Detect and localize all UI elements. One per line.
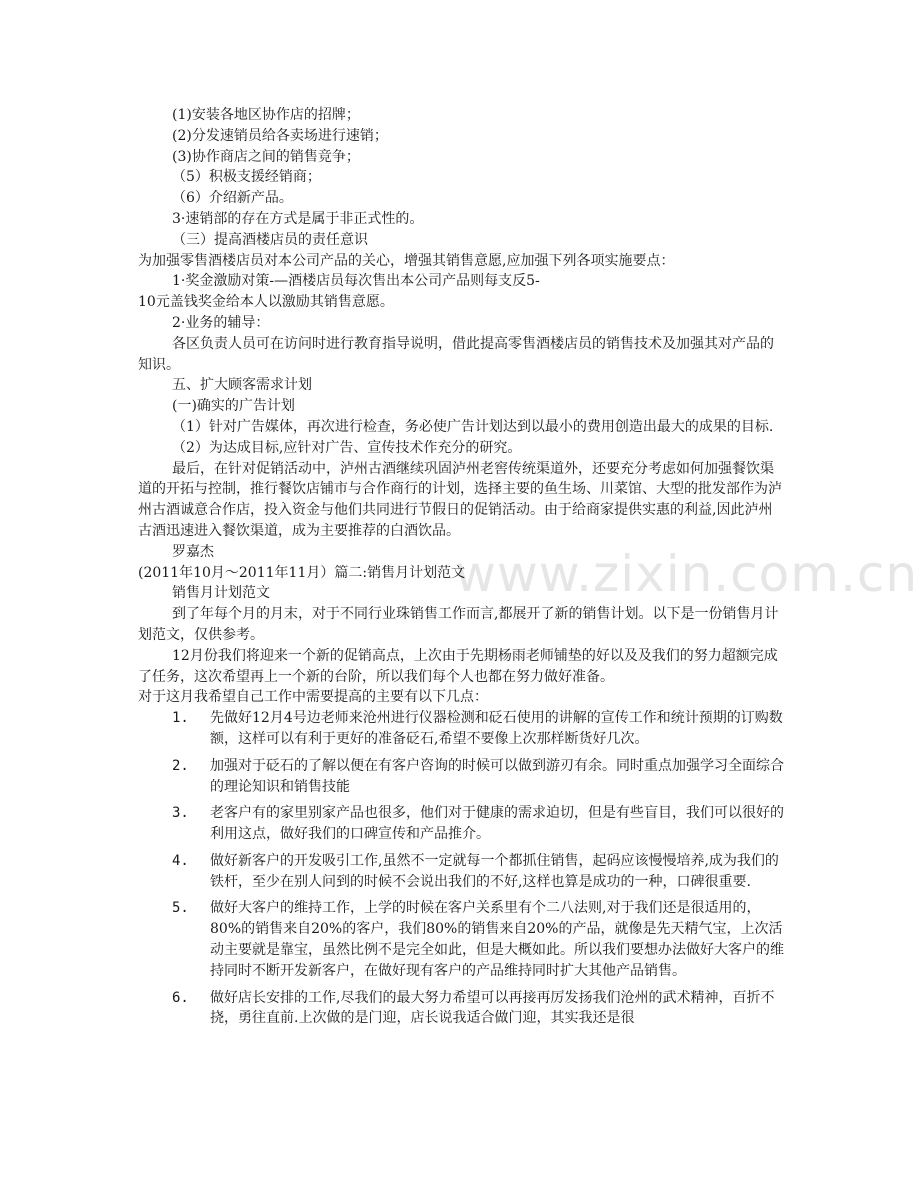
paragraph: 到了年每个月的月末，对于不同行业珠销售工作而言,都展开了新的销售计划。以下是一份销售月计划范文，仅供参考。 — [138, 606, 779, 643]
paragraph: 10元盖钱奖金给本人以激励其销售意愿。 — [138, 294, 394, 311]
item-text: 做好大客户的维持工作，上学的时候在客户关系里有个二八法则,对于我们还是很适用的，80%的销售来自20%的客户，我们80%的销售来自20%的产品，就像是先天精气宝，上次活动主要就是靠宝，虽然比例不是完全如此，但是大概如此。所以我们要想办法做好大客户的维持同时不断开发新客户，在做好现有客户的产品维持同时扩大其他产品销售。 — [210, 900, 784, 979]
item-number: 5. — [172, 900, 189, 917]
watermark: www.zixin.com.cn — [455, 545, 919, 603]
paragraph: （2）为达成目标,应针对广告、宣传技术作充分的研究。 — [172, 439, 522, 456]
document-body — [138, 105, 786, 1035]
paragraph: 2·业务的辅导： — [172, 314, 270, 331]
list-item-3: (3)协作商店之间的销售竞争； — [172, 148, 360, 165]
section-heading: 五、扩大顾客需求计划 — [172, 377, 312, 394]
list-item-6: （6）介绍新产品。 — [172, 190, 293, 207]
item-number: 1. — [172, 710, 189, 727]
item-text: 做好新客户的开发吸引工作,虽然不一定就每一个都抓住销售，起码应该慢慢培养,成为我们的铁杆，至少在别人问到的时候不会说出我们的不好,这样也算是成功的一种，口碑很重要. — [210, 852, 779, 890]
item-text: 加强对于砭石的了解以便在有客户咨询的时候可以做到游刃有余。同时重点加强学习全面综合的理论知识和销售技能 — [210, 757, 784, 795]
numbered-item — [138, 803, 786, 845]
list-item-2: (2)分发速销员给各卖场进行速销； — [172, 127, 388, 144]
section-title: (2011年10月～2011年11月）篇二:销售月计划范文 — [138, 564, 466, 581]
item-number: 6. — [172, 989, 189, 1006]
numbered-list — [138, 708, 786, 1029]
paragraph: 1·奖金激励对策-—酒楼店员每次售出本公司产品则每支反5- — [172, 273, 540, 290]
paragraph: 各区负责人员可在访问时进行教育指导说明，借此提高零售酒楼店员的销售技术及加强其对产品的知识。 — [138, 335, 774, 373]
item-text: 老客户有的家里别家产品也很多，他们对于健康的需求迫切，但是有些盲目，我们可以很好的利用这点，做好我们的口碑宣传和产品推介。 — [210, 805, 784, 843]
list-item-5: （5）积极支援经销商； — [172, 169, 321, 186]
paragraph: 对于这月我希望自己工作中需要提高的主要有以下几点： — [138, 689, 488, 706]
section-heading: （三）提高酒楼店员的责任意识 — [172, 231, 368, 248]
point-3: 3·速销部的存在方式是属于非正式性的。 — [172, 210, 424, 227]
paragraph: 最后，在针对促销活动中，泸州古酒继续巩固泸州老窖传统渠道外，还要充分考虑如何加强餐饮渠道的开拓与控制，推行餐饮店铺市与合作商行的计划，选择主要的鱼生场、川菜馆、大型的批发部作为泸州古酒诚意合作店，投入资金与他们共同进行节假日的促销活动。由于给商家提供实惠的利益,因此泸州古酒迅速进入餐饮渠道，成为主要推荐的白酒饮品。 — [138, 460, 782, 539]
paragraph: 为加强零售酒楼店员对本公司产品的关心，增强其销售意愿,应加强下列各项实施要点： — [138, 252, 675, 269]
numbered-item — [138, 988, 786, 1030]
item-number: 2. — [172, 757, 189, 774]
numbered-item — [138, 898, 786, 981]
list-item-1: (1)安装各地区协作店的招牌； — [172, 107, 360, 123]
author-name: 罗嘉杰 — [172, 543, 214, 560]
paragraph: （1）针对广告媒体，再次进行检查，务必使广告计划达到以最小的费用创造出最大的成果的目标. — [172, 418, 774, 435]
document-title: 销售月计划范文 — [172, 585, 270, 602]
item-text: 先做好12月4号边老师来沧州进行仪器检测和砭石使用的讲解的宣传工作和统计预期的订购数额，这样可以有利于更好的准备砭石,希望不要像上次那样断货好几次。 — [210, 710, 783, 747]
numbered-item — [138, 708, 786, 750]
subsection-heading: (一)确实的广告计划 — [172, 398, 295, 415]
numbered-item — [138, 851, 786, 893]
paragraph: 12月份我们将迎来一个新的促销高点，上次由于先期杨雨老师铺垫的好以及及我们的努力超额完成了任务，这次希望再上一个新的台阶，所以我们每个人也都在努力做好准备。 — [138, 647, 778, 685]
numbered-item — [138, 756, 786, 798]
item-text: 做好店长安排的工作,尽我们的最大努力希望可以再接再厉发扬我们沧州的武术精神，百折不挠，勇往直前.上次做的是门迎，店长说我适合做门迎，其实我还是很 — [210, 989, 775, 1027]
item-number: 4. — [172, 852, 189, 869]
item-number: 3. — [172, 805, 189, 822]
